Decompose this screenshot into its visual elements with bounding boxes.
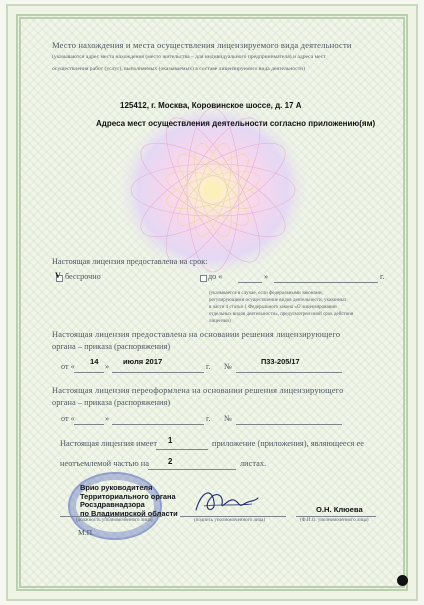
until-date-line <box>274 282 378 283</box>
position-line: по Владимирской области <box>80 508 178 518</box>
appendix-line2-suffix: листах. <box>240 459 267 468</box>
basis-year-suffix: г. <box>206 362 211 371</box>
check-mark: V <box>55 271 61 280</box>
term-note <box>209 290 353 325</box>
address-note-line2: осуществления работ (услуг), выполняемых (оказываемых) в составе лицензируемого вида деятельности) <box>52 66 306 72</box>
signature-line <box>180 516 286 517</box>
until-quote: » <box>264 272 269 281</box>
term-note-line: (указывается в случае, если федеральными законами, <box>209 291 323 296</box>
appendix-suffix: приложение (приложения), являющееся ее <box>212 439 364 448</box>
reissue-close-quote: » <box>105 414 110 423</box>
basis-number-line <box>236 372 342 373</box>
term-note-line: отдельных видов деятельности», предусмотрен иной срок действия <box>209 312 354 317</box>
basis-number-sign: № <box>224 362 232 371</box>
basis-day-line <box>74 372 104 373</box>
signatory-name: О.Н. Клюева <box>316 505 363 514</box>
reissue-number-line <box>236 424 342 425</box>
appendix-count-line <box>156 449 208 450</box>
appendix-sheets: 2 <box>168 457 173 466</box>
signature-note: (подпись уполномоченного лица) <box>194 518 266 523</box>
basis-month: июля 2017 <box>123 357 163 366</box>
handwritten-signature <box>192 484 262 518</box>
address-title: Место нахождения и места осуществления лицензируемого вида деятельности <box>52 40 352 50</box>
until-day-line <box>238 282 262 283</box>
until-prefix: до « <box>208 272 223 281</box>
reissue-line1: Настоящая лицензия переоформлена на основании решения лицензирующего <box>52 386 344 395</box>
position-line: Территориального органа <box>80 491 176 501</box>
position-line: Врио руководителя <box>80 483 153 492</box>
reissue-year-suffix: г. <box>206 414 211 423</box>
basis-close-quote: » <box>105 362 110 371</box>
corner-mark <box>397 575 408 586</box>
basis-month-line <box>112 372 204 373</box>
main-address: 125412, г. Москва, Коровинское шоссе, д. 17 А <box>120 101 302 110</box>
until-checkbox <box>200 275 207 282</box>
term-label: Настоящая лицензия предоставлена на срок: <box>52 257 208 266</box>
term-note-line: лицензии) <box>209 319 231 324</box>
term-note-line: регулирующими осуществление видов деятельности, указанных <box>209 298 347 303</box>
reissue-day-line <box>74 424 104 425</box>
appendix-line2-prefix: неотъемлемой частью на <box>60 459 149 468</box>
address-note-line1: (указываются адрес места нахождения (место жительства – для индивидуального предпринимателя) и адреса мест <box>52 54 326 60</box>
license-sheet <box>6 4 418 601</box>
position-line-rule <box>60 516 162 517</box>
basis-from: от « <box>61 362 75 371</box>
position-line: Росздравнадзора <box>80 500 145 510</box>
locations-note: Адреса мест осуществления деятельности согласно приложению(ям) <box>96 119 376 128</box>
reissue-line2: органа – приказа (распоряжения) <box>52 398 171 407</box>
basis-number: П33-205/17 <box>261 357 300 366</box>
appendix-sheets-line <box>148 469 236 470</box>
appendix-count: 1 <box>168 436 173 445</box>
reissue-from: от « <box>61 414 75 423</box>
term-note-line: в части 4 статьи 1 Федерального закона «О лицензировании <box>209 305 337 310</box>
basis-line2: органа – приказа (распоряжения) <box>52 342 171 351</box>
name-note: (Ф.И.О. уполномоченного лица) <box>300 518 369 523</box>
unlimited-text: бессрочно <box>65 272 101 281</box>
basis-line1: Настоящая лицензия предоставлена на основании решения лицензирующего <box>52 330 341 339</box>
name-line <box>296 516 376 517</box>
signatory-position <box>80 484 178 518</box>
until-year-suffix: г. <box>380 272 385 281</box>
seal-place: М.П. <box>78 528 95 537</box>
position-note: (должность уполномоченного лица) <box>76 518 153 523</box>
reissue-number-sign: № <box>224 414 232 423</box>
basis-day: 14 <box>90 357 99 366</box>
appendix-prefix: Настоящая лицензия имеет <box>60 439 157 448</box>
reissue-month-line <box>112 424 204 425</box>
